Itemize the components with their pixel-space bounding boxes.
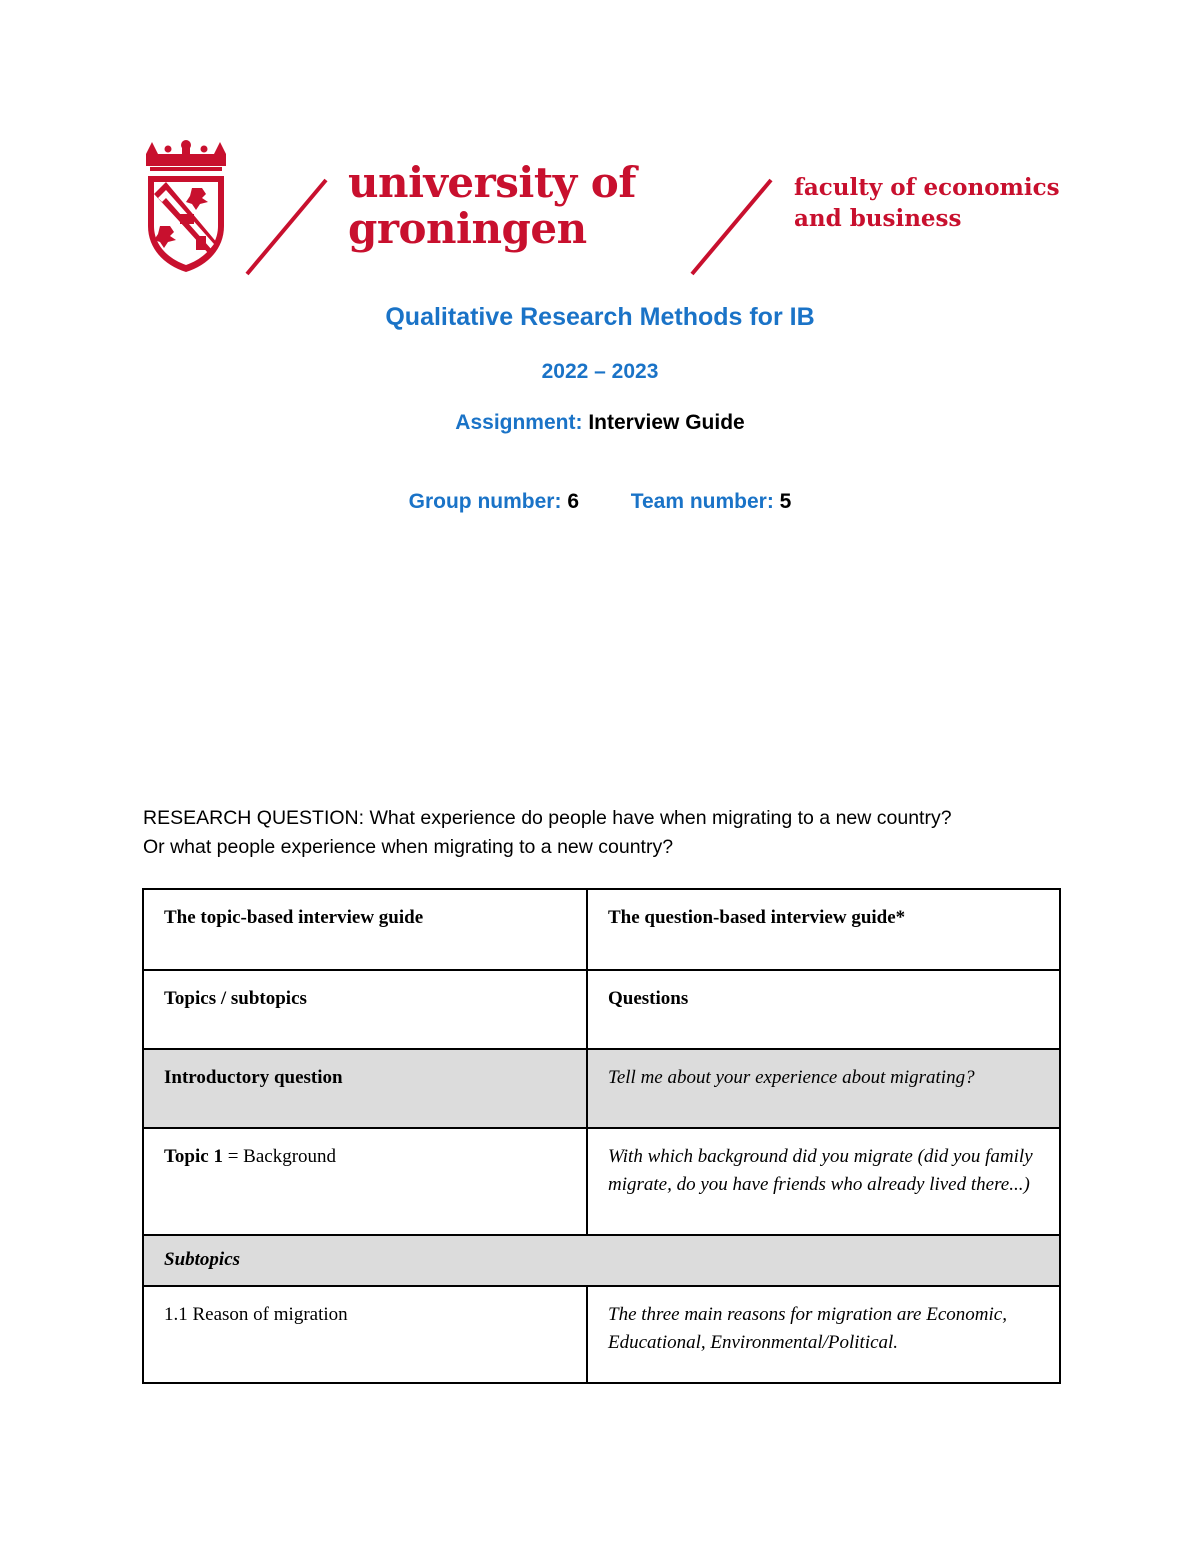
faculty-name-line2: and business [794,205,962,232]
group-team-line [0,490,1200,514]
faculty-name [794,172,1060,234]
university-name [348,160,636,252]
header-topic-guide: The topic-based interview guide [143,889,587,970]
course-title: Qualitative Research Methods for IB [385,303,815,331]
assignment-line [0,411,1200,435]
team-value: 5 [779,490,792,513]
topic1-value: = Background [222,1146,337,1167]
subtopics-label: Subtopics [143,1235,1060,1286]
subheader-topics: Topics / subtopics [143,970,587,1049]
table-header-row [143,889,1060,970]
research-question-line1: RESEARCH QUESTION: What experience do people have when migrating to a new country? [143,807,952,829]
group-label: Group number: [408,490,562,513]
table-subheader-row [143,970,1060,1049]
faculty-name-line1: faculty of economics [794,174,1060,201]
subtopic-1-1-label: 1.1 Reason of migration [143,1286,587,1383]
assignment-label: Assignment: [455,411,583,434]
table-row-topic1 [143,1128,1060,1235]
group-value: 6 [567,490,579,513]
topic1-label: Topic 1 [164,1146,223,1167]
table-row-subtopic-1-1 [143,1286,1060,1383]
table-row-subtopics [143,1235,1060,1286]
topic1-question: With which background did you migrate (did you family migrate, do you have friends who already lived there...) [587,1128,1060,1235]
topic1-cell [143,1128,587,1235]
university-name-line2: groningen [348,204,587,253]
university-crest-logo [140,140,232,275]
interview-guide-table [142,888,1061,1384]
logo-slash-divider [689,178,774,276]
research-question [143,804,1063,862]
academic-years: 2022 – 2023 [541,360,659,383]
header-question-guide: The question-based interview guide* [587,889,1060,970]
subtopic-1-1-question: The three main reasons for migration are Economic, Educational, Environmental/Political. [587,1286,1060,1383]
intro-question: Tell me about your experience about migrating? [587,1049,1060,1128]
logo-slash-divider [244,178,329,276]
assignment-value: Interview Guide [588,411,745,434]
team-label: Team number: [630,490,774,513]
table-row-introductory [143,1049,1060,1128]
intro-label: Introductory question [143,1049,587,1128]
research-question-line2: Or what people experience when migrating to a new country? [143,836,674,858]
subheader-questions: Questions [587,970,1060,1049]
university-name-line1: university of [348,158,636,207]
